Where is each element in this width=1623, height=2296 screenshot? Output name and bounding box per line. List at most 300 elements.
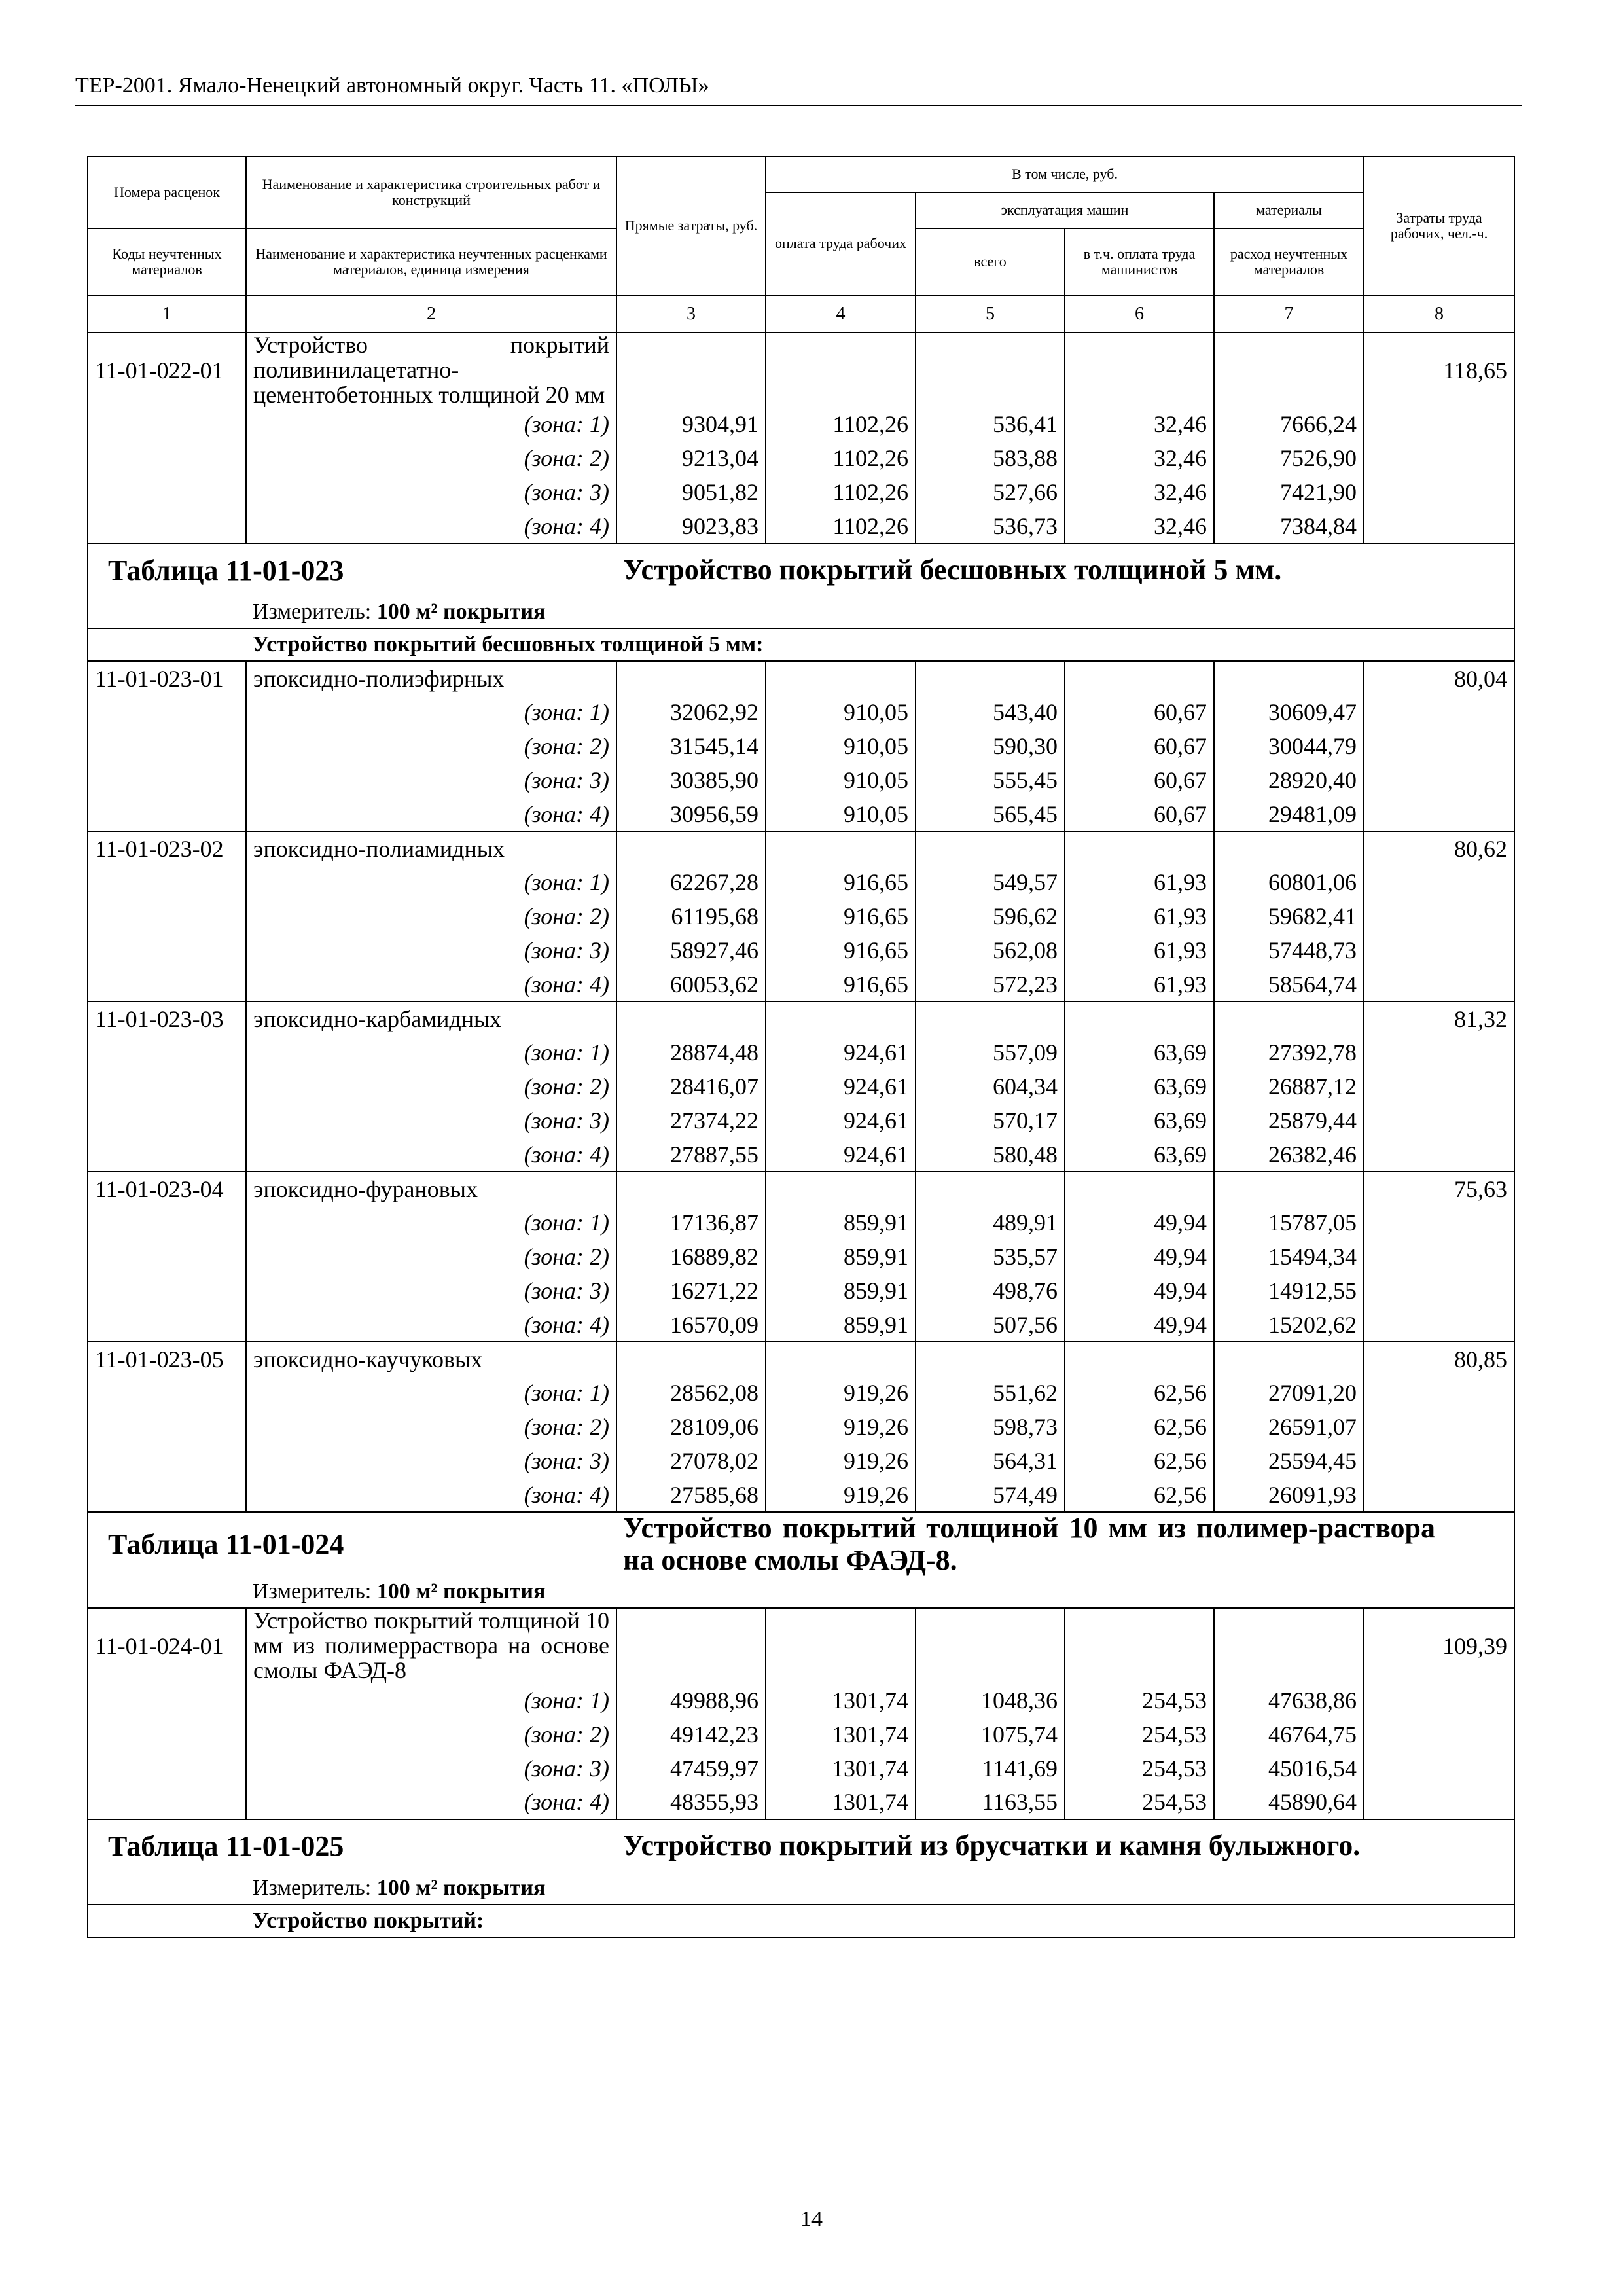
zone-row (88, 1274, 1514, 1308)
empty-cell (1214, 332, 1364, 407)
materials-cost: 27091,20 (1214, 1376, 1364, 1410)
table-title: Устройство покрытий из брусчатки и камня булыжного. (616, 1820, 1514, 1873)
materials-cost: 45890,64 (1214, 1785, 1364, 1820)
item-code: 11-01-022-01 (88, 332, 246, 407)
empty-cell (1364, 1410, 1514, 1444)
hdr-col2-top: Наименование и характеристика строительных работ и конструкций (246, 156, 616, 228)
materials-cost: 14912,55 (1214, 1274, 1364, 1308)
item-name: эпоксидно-полиамидных (246, 831, 616, 865)
machine-cost: 565,45 (916, 797, 1065, 831)
zone-row (88, 509, 1514, 543)
zone-label: (зона: 4) (246, 1478, 616, 1512)
direct-cost: 62267,28 (616, 865, 766, 899)
table-title: Устройство покрытий толщиной 10 мм из полимер-раствора на основе смолы ФАЭД-8. (616, 1512, 1514, 1576)
empty-cell (1214, 1001, 1364, 1035)
empty-cell (88, 933, 246, 967)
col-number: 1 (88, 295, 246, 332)
subheading-row (88, 1905, 1514, 1937)
wage-cost: 910,05 (766, 797, 916, 831)
machine-cost: 572,23 (916, 967, 1065, 1001)
zone-row (88, 797, 1514, 831)
item-row (88, 661, 1514, 695)
direct-cost: 31545,14 (616, 729, 766, 763)
col-number: 8 (1364, 295, 1514, 332)
empty-cell (1065, 1172, 1214, 1206)
empty-cell (1364, 1240, 1514, 1274)
wage-cost: 1301,74 (766, 1717, 916, 1751)
empty-cell (1364, 797, 1514, 831)
empty-cell (766, 831, 916, 865)
wage-cost: 1102,26 (766, 509, 916, 543)
empty-cell (1214, 1608, 1364, 1683)
machinist-wage: 49,94 (1065, 1274, 1214, 1308)
empty-cell (1364, 1035, 1514, 1069)
zone-row (88, 1376, 1514, 1410)
labor-cost: 109,39 (1364, 1608, 1514, 1683)
empty-cell (88, 628, 246, 661)
machinist-wage: 63,69 (1065, 1103, 1214, 1138)
wage-cost: 1301,74 (766, 1751, 916, 1785)
empty-cell (88, 1683, 246, 1717)
machinist-wage: 62,56 (1065, 1478, 1214, 1512)
labor-cost: 75,63 (1364, 1172, 1514, 1206)
empty-cell (1364, 933, 1514, 967)
materials-cost: 58564,74 (1214, 967, 1364, 1001)
empty-cell (88, 865, 246, 899)
direct-cost: 27887,55 (616, 1138, 766, 1172)
machinist-wage: 61,93 (1065, 865, 1214, 899)
empty-cell (88, 1376, 246, 1410)
zone-label: (зона: 2) (246, 1069, 616, 1103)
direct-cost: 30956,59 (616, 797, 766, 831)
empty-cell (616, 1172, 766, 1206)
table-title: Устройство покрытий бесшовных толщиной 5 мм. (616, 543, 1514, 596)
machine-cost: 1141,69 (916, 1751, 1065, 1785)
empty-cell (88, 1206, 246, 1240)
wage-cost: 859,91 (766, 1206, 916, 1240)
empty-cell (766, 332, 916, 407)
wage-cost: 916,65 (766, 865, 916, 899)
table-label: Таблица 11-01-024 (88, 1512, 616, 1576)
measure-prefix: Измеритель: (253, 600, 377, 624)
machinist-wage: 63,69 (1065, 1069, 1214, 1103)
zone-row (88, 899, 1514, 933)
table-header (88, 156, 1514, 332)
empty-cell (88, 1410, 246, 1444)
labor-cost: 118,65 (1364, 332, 1514, 407)
materials-cost: 30044,79 (1214, 729, 1364, 763)
item-row (88, 1342, 1514, 1376)
zone-label: (зона: 2) (246, 729, 616, 763)
empty-cell (88, 763, 246, 797)
empty-cell (1364, 899, 1514, 933)
machine-cost: 598,73 (916, 1410, 1065, 1444)
zone-row (88, 729, 1514, 763)
item-code: 11-01-023-01 (88, 661, 246, 695)
zone-label: (зона: 3) (246, 475, 616, 509)
item-name: эпоксидно-полиэфирных (246, 661, 616, 695)
wage-cost: 924,61 (766, 1069, 916, 1103)
machinist-wage: 61,93 (1065, 899, 1214, 933)
empty-cell (1364, 1308, 1514, 1342)
materials-cost: 15202,62 (1214, 1308, 1364, 1342)
empty-cell (1364, 1751, 1514, 1785)
machine-cost: 543,40 (916, 695, 1065, 729)
zone-label: (зона: 2) (246, 899, 616, 933)
zone-label: (зона: 2) (246, 1410, 616, 1444)
empty-cell (1364, 475, 1514, 509)
item-code: 11-01-023-02 (88, 831, 246, 865)
direct-cost: 27078,02 (616, 1444, 766, 1478)
machinist-wage: 49,94 (1065, 1206, 1214, 1240)
item-code: 11-01-023-03 (88, 1001, 246, 1035)
machinist-wage: 60,67 (1065, 729, 1214, 763)
wage-cost: 919,26 (766, 1444, 916, 1478)
zone-row (88, 407, 1514, 441)
zone-row (88, 933, 1514, 967)
wage-cost: 1102,26 (766, 407, 916, 441)
zone-label: (зона: 4) (246, 1785, 616, 1820)
col-number: 4 (766, 295, 916, 332)
materials-cost: 7666,24 (1214, 407, 1364, 441)
zone-row (88, 1206, 1514, 1240)
machine-cost: 555,45 (916, 763, 1065, 797)
empty-cell (1364, 1683, 1514, 1717)
zone-row (88, 1751, 1514, 1785)
zone-label: (зона: 1) (246, 1376, 616, 1410)
zone-row (88, 1138, 1514, 1172)
empty-cell (616, 332, 766, 407)
hdr-col6: в т.ч. оплата труда машинистов (1065, 228, 1214, 295)
empty-cell (88, 1069, 246, 1103)
machinist-wage: 62,56 (1065, 1410, 1214, 1444)
item-name: Устройство покрытий поливинилацетатно-цементобетонных толщиной 20 мм (246, 332, 616, 407)
machinist-wage: 254,53 (1065, 1717, 1214, 1751)
zone-label: (зона: 4) (246, 967, 616, 1001)
zone-row (88, 441, 1514, 475)
zone-label: (зона: 3) (246, 1274, 616, 1308)
zone-row (88, 1785, 1514, 1820)
zone-row (88, 763, 1514, 797)
machine-cost: 527,66 (916, 475, 1065, 509)
machinist-wage: 62,56 (1065, 1376, 1214, 1410)
measure-prefix: Измеритель: (253, 1875, 377, 1900)
machine-cost: 551,62 (916, 1376, 1065, 1410)
direct-cost: 17136,87 (616, 1206, 766, 1240)
empty-cell (1364, 1103, 1514, 1138)
direct-cost: 16570,09 (616, 1308, 766, 1342)
empty-cell (88, 1103, 246, 1138)
hdr-col3: Прямые затраты, руб. (616, 156, 766, 295)
materials-cost: 7384,84 (1214, 509, 1364, 543)
empty-cell (1364, 509, 1514, 543)
col-number: 5 (916, 295, 1065, 332)
item-row (88, 831, 1514, 865)
item-code: 11-01-023-04 (88, 1172, 246, 1206)
zone-label: (зона: 1) (246, 1206, 616, 1240)
zone-row (88, 1240, 1514, 1274)
machinist-wage: 32,46 (1065, 441, 1214, 475)
table-label: Таблица 11-01-023 (88, 543, 616, 596)
machine-cost: 1163,55 (916, 1785, 1065, 1820)
machinist-wage: 254,53 (1065, 1751, 1214, 1785)
wage-cost: 910,05 (766, 729, 916, 763)
labor-cost: 80,04 (1364, 661, 1514, 695)
direct-cost: 27374,22 (616, 1103, 766, 1138)
zone-row (88, 1683, 1514, 1717)
empty-cell (766, 1172, 916, 1206)
empty-cell (88, 1751, 246, 1785)
zone-label: (зона: 1) (246, 407, 616, 441)
item-code: 11-01-023-05 (88, 1342, 246, 1376)
col-number: 2 (246, 295, 616, 332)
zone-label: (зона: 3) (246, 1103, 616, 1138)
direct-cost: 9023,83 (616, 509, 766, 543)
item-row (88, 1001, 1514, 1035)
empty-cell (88, 967, 246, 1001)
empty-cell (616, 1608, 766, 1683)
empty-cell (616, 1342, 766, 1376)
empty-cell (916, 1001, 1065, 1035)
labor-cost: 80,62 (1364, 831, 1514, 865)
empty-cell (916, 1342, 1065, 1376)
empty-cell (88, 1308, 246, 1342)
zone-row (88, 865, 1514, 899)
hdr-col1-bottom: Коды неучтенных материалов (88, 228, 246, 295)
empty-cell (88, 695, 246, 729)
hdr-col8: Затраты труда рабочих, чел.-ч. (1364, 156, 1514, 295)
subheading: Устройство покрытий: (246, 1905, 1514, 1937)
materials-cost: 26887,12 (1214, 1069, 1364, 1103)
direct-cost: 16271,22 (616, 1274, 766, 1308)
measure-value: 100 м² покрытия (376, 600, 546, 624)
direct-cost: 32062,92 (616, 695, 766, 729)
wage-cost: 916,65 (766, 899, 916, 933)
zone-label: (зона: 4) (246, 509, 616, 543)
machine-cost: 604,34 (916, 1069, 1065, 1103)
measure-row (88, 1576, 1514, 1608)
empty-cell (88, 1444, 246, 1478)
measure-unit (246, 1576, 1514, 1608)
zone-row (88, 695, 1514, 729)
machine-cost: 489,91 (916, 1206, 1065, 1240)
zone-label: (зона: 1) (246, 1035, 616, 1069)
empty-cell (1214, 831, 1364, 865)
materials-cost: 15494,34 (1214, 1240, 1364, 1274)
item-code: 11-01-024-01 (88, 1608, 246, 1683)
zone-label: (зона: 2) (246, 1717, 616, 1751)
machine-cost: 574,49 (916, 1478, 1065, 1512)
zone-label: (зона: 4) (246, 1138, 616, 1172)
price-table (87, 156, 1515, 1938)
wage-cost: 1301,74 (766, 1683, 916, 1717)
direct-cost: 9304,91 (616, 407, 766, 441)
col-number: 6 (1065, 295, 1214, 332)
machine-cost: 507,56 (916, 1308, 1065, 1342)
wage-cost: 1102,26 (766, 441, 916, 475)
machinist-wage: 49,94 (1065, 1240, 1214, 1274)
item-row (88, 1608, 1514, 1683)
direct-cost: 30385,90 (616, 763, 766, 797)
wage-cost: 924,61 (766, 1103, 916, 1138)
zone-label: (зона: 3) (246, 1751, 616, 1785)
table-title-row (88, 1512, 1514, 1576)
empty-cell (1214, 1172, 1364, 1206)
table-body (88, 332, 1514, 1937)
machinist-wage: 32,46 (1065, 475, 1214, 509)
hdr-col7: расход неучтенных материалов (1214, 228, 1364, 295)
machine-cost: 580,48 (916, 1138, 1065, 1172)
empty-cell (1364, 1478, 1514, 1512)
zone-row (88, 475, 1514, 509)
table-label: Таблица 11-01-025 (88, 1820, 616, 1873)
item-name: Устройство покрытий толщиной 10 мм из полимерраствора на основе смолы ФАЭД-8 (246, 1608, 616, 1683)
machine-cost: 557,09 (916, 1035, 1065, 1069)
empty-cell (1364, 1444, 1514, 1478)
item-row (88, 332, 1514, 407)
direct-cost: 28109,06 (616, 1410, 766, 1444)
empty-cell (1364, 967, 1514, 1001)
materials-cost: 26591,07 (1214, 1410, 1364, 1444)
materials-cost: 46764,75 (1214, 1717, 1364, 1751)
machinist-wage: 49,94 (1065, 1308, 1214, 1342)
zone-label: (зона: 2) (246, 441, 616, 475)
machine-cost: 536,73 (916, 509, 1065, 543)
hdr-materials: материалы (1214, 192, 1364, 228)
empty-cell (1065, 332, 1214, 407)
measure-value: 100 м² покрытия (376, 1579, 546, 1604)
measure-unit (246, 1873, 1514, 1905)
direct-cost: 28562,08 (616, 1376, 766, 1410)
empty-cell (766, 1608, 916, 1683)
materials-cost: 25594,45 (1214, 1444, 1364, 1478)
empty-cell (88, 509, 246, 543)
empty-cell (88, 1035, 246, 1069)
wage-cost: 919,26 (766, 1376, 916, 1410)
hdr-col4: оплата труда рабочих (766, 192, 916, 295)
machinist-wage: 32,46 (1065, 509, 1214, 543)
zone-label: (зона: 4) (246, 797, 616, 831)
empty-cell (88, 797, 246, 831)
empty-cell (916, 1608, 1065, 1683)
machinist-wage: 60,67 (1065, 763, 1214, 797)
empty-cell (1364, 1785, 1514, 1820)
direct-cost: 16889,82 (616, 1240, 766, 1274)
empty-cell (88, 1576, 246, 1608)
materials-cost: 45016,54 (1214, 1751, 1364, 1785)
empty-cell (916, 661, 1065, 695)
measure-row (88, 1873, 1514, 1905)
machine-cost: 1048,36 (916, 1683, 1065, 1717)
materials-cost: 7421,90 (1214, 475, 1364, 509)
direct-cost: 9213,04 (616, 441, 766, 475)
zone-label: (зона: 1) (246, 1683, 616, 1717)
machinist-wage: 63,69 (1065, 1035, 1214, 1069)
header-rule (75, 105, 1522, 106)
zone-label: (зона: 3) (246, 1444, 616, 1478)
materials-cost: 30609,47 (1214, 695, 1364, 729)
wage-cost: 859,91 (766, 1308, 916, 1342)
zone-row (88, 967, 1514, 1001)
machine-cost: 535,57 (916, 1240, 1065, 1274)
empty-cell (1364, 1138, 1514, 1172)
materials-cost: 60801,06 (1214, 865, 1364, 899)
empty-cell (1214, 1342, 1364, 1376)
materials-cost: 28920,40 (1214, 763, 1364, 797)
zone-label: (зона: 3) (246, 933, 616, 967)
measure-prefix: Измеритель: (253, 1579, 377, 1604)
zone-row (88, 1103, 1514, 1138)
empty-cell (88, 1717, 246, 1751)
empty-cell (1364, 1206, 1514, 1240)
machinist-wage: 32,46 (1065, 407, 1214, 441)
zone-label: (зона: 4) (246, 1308, 616, 1342)
empty-cell (916, 1172, 1065, 1206)
empty-cell (1364, 1717, 1514, 1751)
materials-cost: 59682,41 (1214, 899, 1364, 933)
wage-cost: 916,65 (766, 967, 916, 1001)
empty-cell (88, 441, 246, 475)
empty-cell (88, 1478, 246, 1512)
direct-cost: 61195,68 (616, 899, 766, 933)
empty-cell (88, 1138, 246, 1172)
col-number: 7 (1214, 295, 1364, 332)
empty-cell (1065, 661, 1214, 695)
hdr-group: В том числе, руб. (766, 156, 1364, 192)
hdr-machines: эксплуатация машин (916, 192, 1214, 228)
empty-cell (616, 831, 766, 865)
machinist-wage: 62,56 (1065, 1444, 1214, 1478)
materials-cost: 26382,46 (1214, 1138, 1364, 1172)
empty-cell (88, 1905, 246, 1937)
machine-cost: 549,57 (916, 865, 1065, 899)
materials-cost: 26091,93 (1214, 1478, 1364, 1512)
measure-value: 100 м² покрытия (376, 1875, 546, 1900)
direct-cost: 47459,97 (616, 1751, 766, 1785)
table-title-row (88, 543, 1514, 596)
wage-cost: 919,26 (766, 1478, 916, 1512)
item-name: эпоксидно-карбамидных (246, 1001, 616, 1035)
page-number: 14 (800, 2207, 823, 2231)
direct-cost: 48355,93 (616, 1785, 766, 1820)
wage-cost: 916,65 (766, 933, 916, 967)
hdr-col2-bottom: Наименование и характеристика неучтенных расценками материалов, единица измерения (246, 228, 616, 295)
materials-cost: 25879,44 (1214, 1103, 1364, 1138)
empty-cell (88, 407, 246, 441)
wage-cost: 1301,74 (766, 1785, 916, 1820)
empty-cell (766, 1342, 916, 1376)
machine-cost: 498,76 (916, 1274, 1065, 1308)
empty-cell (1364, 729, 1514, 763)
direct-cost: 49142,23 (616, 1717, 766, 1751)
empty-cell (1065, 831, 1214, 865)
machinist-wage: 61,93 (1065, 933, 1214, 967)
item-name: эпоксидно-фурановых (246, 1172, 616, 1206)
materials-cost: 7526,90 (1214, 441, 1364, 475)
materials-cost: 27392,78 (1214, 1035, 1364, 1069)
direct-cost: 27585,68 (616, 1478, 766, 1512)
machinist-wage: 61,93 (1065, 967, 1214, 1001)
machine-cost: 570,17 (916, 1103, 1065, 1138)
hdr-col5: всего (916, 228, 1065, 295)
zone-label: (зона: 1) (246, 865, 616, 899)
machine-cost: 583,88 (916, 441, 1065, 475)
empty-cell (1065, 1608, 1214, 1683)
empty-cell (1364, 1376, 1514, 1410)
empty-cell (1364, 1069, 1514, 1103)
running-title: ТЕР-2001. Ямало-Ненецкий автономный округ. Часть 11. «ПОЛЫ» (75, 73, 709, 98)
wage-cost: 859,91 (766, 1274, 916, 1308)
